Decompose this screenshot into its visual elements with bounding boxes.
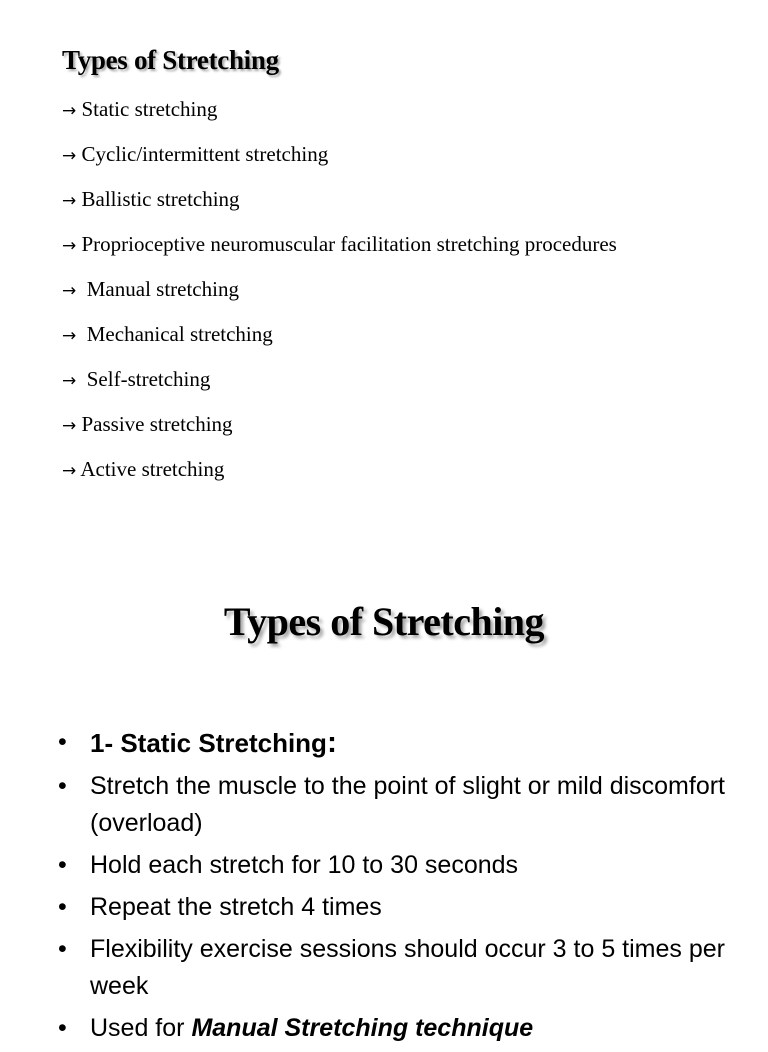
list-item-label: Passive stretching bbox=[76, 412, 233, 436]
list-item bbox=[62, 139, 617, 184]
list-item bbox=[58, 768, 738, 842]
list-item-label: Manual stretching bbox=[76, 277, 239, 301]
slide-1-title: Types of Stretching bbox=[62, 45, 279, 75]
list-item-label: Cyclic/intermittent stretching bbox=[76, 142, 329, 166]
section-heading-label: 1- Static Stretching bbox=[90, 728, 327, 758]
arrow-icon: → bbox=[62, 101, 77, 121]
section-heading-colon: : bbox=[326, 726, 337, 759]
list-item bbox=[62, 409, 617, 454]
list-item bbox=[62, 454, 617, 499]
arrow-icon: → bbox=[62, 281, 77, 301]
static-stretching-list bbox=[58, 724, 738, 1052]
list-item bbox=[58, 931, 738, 1005]
stretching-types-list bbox=[62, 94, 617, 499]
list-item-label: Repeat the stretch 4 times bbox=[90, 893, 382, 921]
list-item-label: Active stretching bbox=[76, 457, 225, 481]
arrow-icon: → bbox=[62, 191, 77, 211]
arrow-icon: → bbox=[62, 371, 77, 391]
list-item bbox=[62, 364, 617, 409]
list-item-label: Static stretching bbox=[76, 97, 218, 121]
slide-2-title: Types of Stretching bbox=[223, 599, 545, 644]
list-item-label: Hold each stretch for 10 to 30 seconds bbox=[90, 851, 519, 879]
list-item bbox=[62, 319, 617, 364]
list-item bbox=[58, 847, 738, 884]
list-item-label: Proprioceptive neuromuscular facilitation stretching procedures bbox=[76, 232, 617, 256]
list-item bbox=[62, 274, 617, 319]
list-item-label: Flexibility exercise sessions should occur 3 to 5 times per week bbox=[90, 935, 725, 1000]
list-item bbox=[62, 229, 617, 274]
list-item-label: Ballistic stretching bbox=[76, 187, 240, 211]
bullet-icon: • bbox=[58, 1014, 67, 1042]
list-item-label: Self-stretching bbox=[76, 367, 211, 391]
arrow-icon: → bbox=[62, 236, 77, 256]
list-item bbox=[58, 1010, 738, 1047]
arrow-icon: → bbox=[62, 416, 77, 436]
arrow-icon: → bbox=[62, 461, 77, 481]
arrow-icon: → bbox=[62, 146, 77, 166]
bullet-icon: • bbox=[58, 893, 67, 921]
bullet-icon: • bbox=[58, 935, 67, 963]
bullet-icon: • bbox=[58, 851, 67, 879]
slide-2 bbox=[0, 560, 768, 1042]
slide-1 bbox=[0, 0, 768, 520]
list-item bbox=[58, 889, 738, 926]
list-item-label: Mechanical stretching bbox=[76, 322, 273, 346]
bullet-icon: • bbox=[58, 772, 67, 800]
list-item-emphasis: Manual Stretching technique bbox=[191, 1014, 534, 1042]
list-item-prefix: Used for bbox=[90, 1014, 192, 1042]
list-item-label: Stretch the muscle to the point of slight or mild discomfort (overload) bbox=[90, 772, 725, 837]
list-item bbox=[62, 184, 617, 229]
section-heading bbox=[58, 724, 738, 763]
arrow-icon: → bbox=[62, 326, 77, 346]
bullet-icon: • bbox=[58, 728, 67, 756]
list-item bbox=[62, 94, 617, 139]
